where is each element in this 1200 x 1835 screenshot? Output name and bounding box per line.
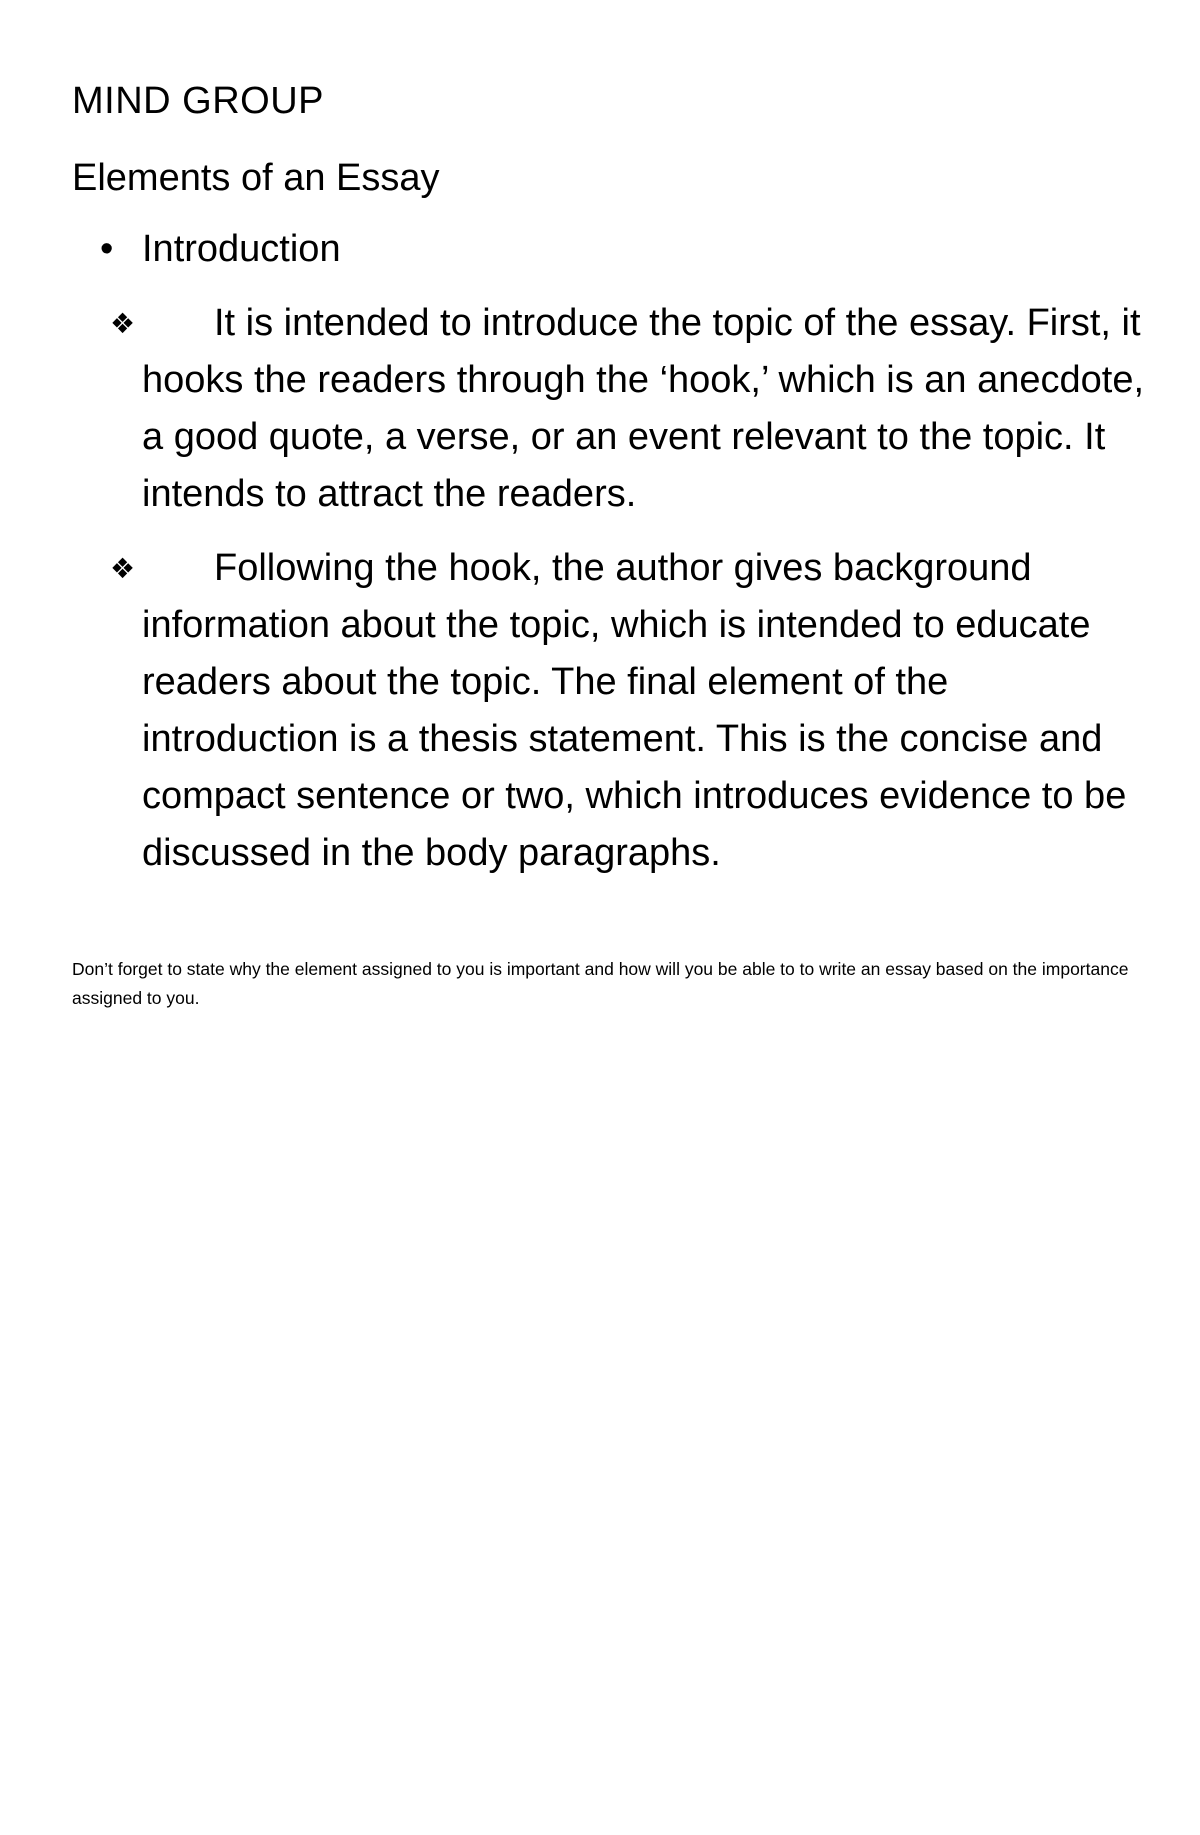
bullet-item-introduction — [100, 226, 341, 272]
section-title: Elements of an Essay — [72, 157, 440, 199]
footnote: Don’t forget to state why the element assigned to you is important and how will you be able to to write an essay based on the importance assigned to you. — [72, 958, 1129, 1008]
group-title: MIND GROUP — [72, 80, 324, 122]
sub-point-1 — [110, 295, 1150, 523]
diamond-bullet-icon: ❖ — [110, 308, 136, 339]
sub-point-2 — [110, 540, 1150, 882]
bullet-icon: • — [100, 228, 114, 270]
sub-point-text: It is intended to introduce the topic of the essay. First, it hooks the readers through the ‘hook,’ which is an anecdote, a good quote, a verse, or an event relevant to the topic. It intends to attract the readers. — [142, 302, 1145, 515]
bullet-item-label: Introduction — [142, 228, 341, 270]
sub-point-text: Following the hook, the author gives background information about the topic, which is intended to educate readers about the topic. The final element of the introduction is a thesis statement. This is the concise and compact sentence or two, which introduces evidence to be discussed in the body paragraphs. — [142, 547, 1127, 874]
diamond-bullet-icon: ❖ — [110, 553, 136, 584]
